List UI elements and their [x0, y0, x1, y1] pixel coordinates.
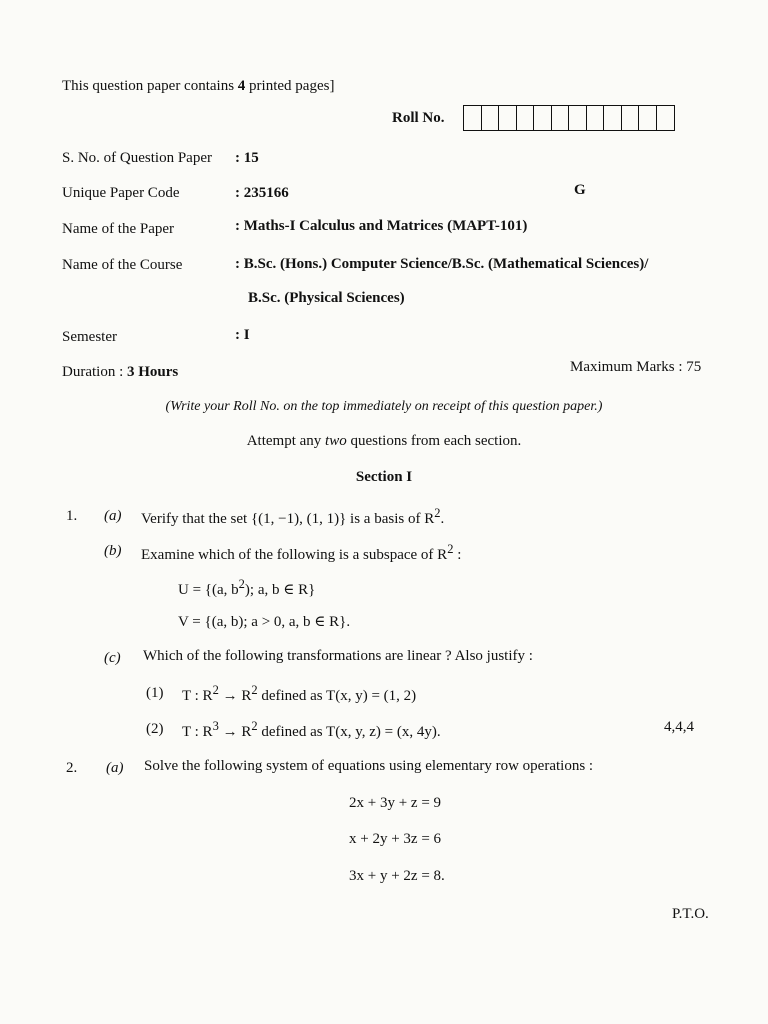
- roll-number-cell[interactable]: [534, 106, 552, 130]
- course-label: Name of the Course: [62, 257, 183, 273]
- q1c-text: Which of the following transformations are linear ? Also justify :: [143, 648, 533, 664]
- roll-number-cell[interactable]: [482, 106, 500, 130]
- roll-number-cell[interactable]: [657, 106, 675, 130]
- attempt-instruction: Attempt any two questions from each section.: [246, 433, 522, 449]
- maximum-marks: Maximum Marks : 75: [570, 359, 702, 375]
- roll-number-boxes[interactable]: [463, 105, 675, 131]
- q1a-label: (a): [104, 508, 122, 524]
- semester-value: : I: [235, 327, 250, 343]
- roll-number-cell[interactable]: [569, 106, 587, 130]
- q1a-text: Verify that the set {(1, −1), (1, 1)} is a basis of $R^2$.: [141, 506, 445, 527]
- q1b-text: Examine which of the following is a subspace of $R^2$ :: [141, 542, 462, 563]
- sno-value: : 15: [235, 150, 259, 166]
- code-value: : 235166: [235, 185, 289, 201]
- equation-3: 3x + y + 2z = 8.: [349, 868, 445, 884]
- q2a-text: Solve the following system of equations using elementary row operations :: [144, 758, 594, 774]
- q1-number: 1.: [66, 508, 78, 524]
- set-code: G: [574, 182, 586, 198]
- q1b-set-u: U = {(a, $b^2$); a, b ∈ R}: [178, 577, 316, 598]
- roll-number-cell[interactable]: [604, 106, 622, 130]
- roll-number-cell[interactable]: [464, 106, 482, 130]
- semester-label: Semester: [62, 329, 117, 345]
- q1c2-text: T : $R^3 \to R^2$ defined as T(x, y, z) = (x, 4y).: [182, 719, 441, 740]
- pages-count: 4: [237, 78, 246, 94]
- roll-number-cell[interactable]: [587, 106, 605, 130]
- paper-value: : Maths-I Calculus and Matrices (MAPT-101): [235, 218, 528, 234]
- q1b-label: (b): [104, 543, 122, 559]
- duration: Duration : 3 Hours: [62, 364, 179, 380]
- q1c2-label: (2): [146, 721, 164, 737]
- paper-label: Name of the Paper: [62, 221, 175, 237]
- roll-label: Roll No.: [392, 110, 445, 126]
- pto-label: P.T.O.: [672, 906, 709, 922]
- q2a-label: (a): [106, 760, 124, 776]
- roll-instruction: (Write your Roll No. on the top immediately on receipt of this question paper.): [165, 399, 603, 414]
- course-value-line1: : B.Sc. (Hons.) Computer Science/B.Sc. (Mathematical Sciences)/: [235, 256, 649, 272]
- equation-2: x + 2y + 3z = 6: [349, 831, 442, 847]
- q1c1-text: T : $R^2 \to R^2$ defined as T(x, y) = (1, 2): [182, 683, 417, 704]
- roll-number-cell[interactable]: [499, 106, 517, 130]
- q1c1-label: (1): [146, 685, 164, 701]
- equation-1: 2x + 3y + z = 9: [349, 795, 442, 811]
- section-title: Section I: [355, 469, 413, 485]
- q2-number: 2.: [66, 760, 78, 776]
- code-label: Unique Paper Code: [62, 185, 180, 201]
- roll-number-cell[interactable]: [639, 106, 657, 130]
- q1c-label: (c): [104, 650, 121, 666]
- roll-number-cell[interactable]: [552, 106, 570, 130]
- q1b-set-v: V = {(a, b); a > 0, a, b ∈ R}.: [178, 614, 351, 630]
- pages-note: This question paper contains 4 printed pages]: [62, 78, 335, 94]
- sno-label: S. No. of Question Paper: [62, 150, 212, 166]
- roll-number-cell[interactable]: [517, 106, 535, 130]
- roll-number-cell[interactable]: [622, 106, 640, 130]
- course-value-line2: B.Sc. (Physical Sciences): [248, 290, 405, 306]
- q1-marks: 4,4,4: [664, 719, 694, 735]
